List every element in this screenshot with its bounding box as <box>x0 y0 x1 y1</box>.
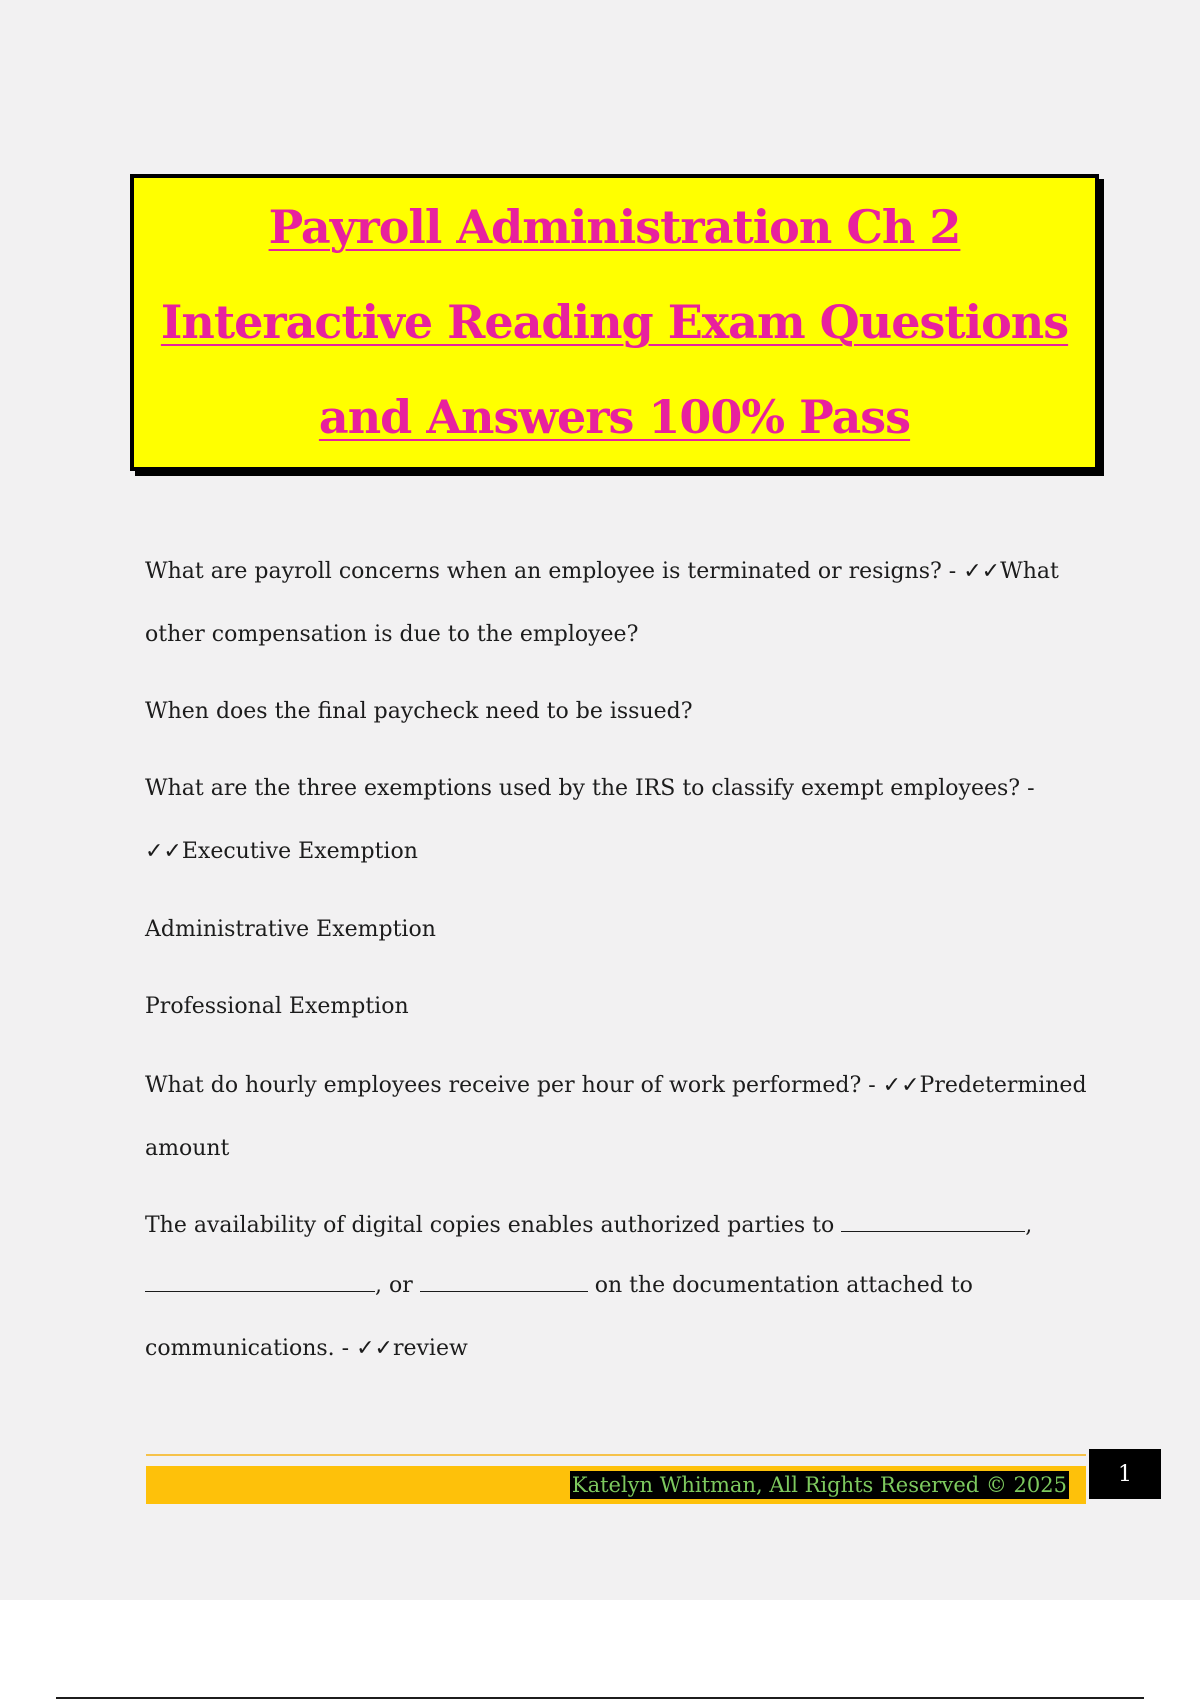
question-2-line-2: ✓✓Executive Exemption <box>145 839 418 864</box>
copyright-text: Katelyn Whitman, All Rights Reserved © 2025 <box>571 1473 1067 1497</box>
answer-item-professional: Professional Exemption <box>145 994 409 1019</box>
question-1-line-2: other compensation is due to the employee? <box>145 622 639 647</box>
question-4-line-2 <box>145 1254 973 1317</box>
bottom-rule <box>56 1697 1144 1699</box>
page-number: 1 <box>1089 1449 1161 1499</box>
question-1-line-1: What are payroll concerns when an employee is terminated or resigns? - ✓✓What <box>145 559 1059 584</box>
answer-item-administrative: Administrative Exemption <box>145 917 436 942</box>
footer-band <box>146 1466 1086 1504</box>
question-1-answer: When does the final paycheck need to be issued? <box>145 699 693 724</box>
title-box <box>130 174 1099 471</box>
question-4-or: , or <box>375 1273 413 1298</box>
question-3-line-2: amount <box>145 1136 230 1161</box>
footer-divider <box>146 1454 1086 1456</box>
title-line-1: Payroll Administration Ch 2 <box>268 200 961 254</box>
question-4-text-cont: on the documentation attached to <box>594 1273 973 1298</box>
question-4-comma: , <box>1025 1213 1033 1238</box>
title-line-3: and Answers 100% Pass <box>318 390 911 444</box>
question-2-line-1: What are the three exemptions used by the IRS to classify exempt employees? - <box>145 776 1035 801</box>
question-4-line-3: communications. - ✓✓review <box>145 1336 468 1361</box>
fill-blank-3 <box>420 1273 588 1292</box>
question-4-line-1 <box>145 1194 1032 1257</box>
fill-blank-2 <box>145 1273 375 1292</box>
question-4-text: The availability of digital copies enables authorized parties to <box>145 1213 835 1238</box>
question-3-line-1: What do hourly employees receive per hour of work performed? - ✓✓Predetermined <box>145 1073 1087 1098</box>
title-line-2: Interactive Reading Exam Questions <box>160 295 1069 349</box>
fill-blank-1 <box>841 1213 1025 1232</box>
